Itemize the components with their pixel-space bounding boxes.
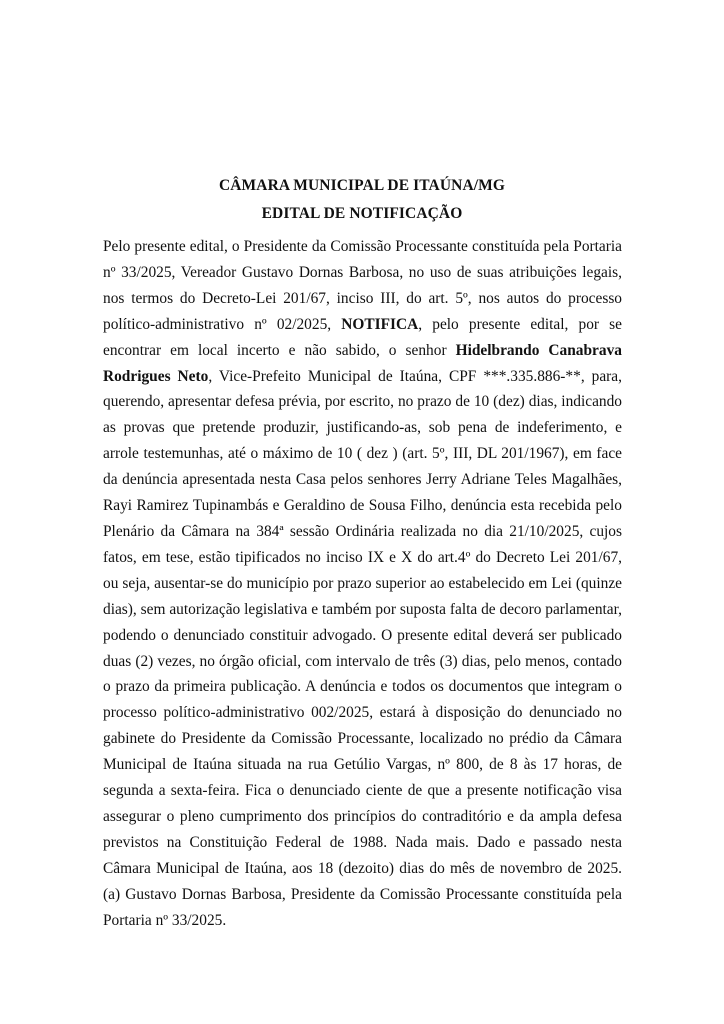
notice-text-part1: Pelo presente edital, o Presidente da Comissão Processante constituída pela Portaria nº 33/2025, Vereador Gustavo Dornas Barbosa, no uso de suas atribuições legais, nos termos do Decreto-Lei 201/67, inciso III, do art. 5º, nos autos do processo político-administrativo nº 02/2025, — [103, 238, 622, 333]
org-title: CÂMARA MUNICIPAL DE ITAÚNA/MG — [218, 177, 506, 194]
notice-text-part2: , pelo presente edital, por se encontrar em local incerto e não sabido, o senhor — [103, 315, 622, 359]
notice-text-part3: , Vice-Prefeito Municipal de Itaúna, CPF ***.335.886-**, para, querendo, apresentar defesa prévia, por escrito, no prazo de 10 (dez) dias, indicando as provas que pretende produzir, justificando-as, sob pena de indeferimento, e arrole testemunhas, até o máximo de 10 ( dez ) (art. 5º, III, DL 201/1967), em face da denúncia apresentada nesta Casa pelos senhores Jerry Adriane Teles Magalhães, Rayi Ramirez Tupinambás e Geraldino de Sousa Filho, denúncia esta recebida pelo Plenário da Câmara na 384ª sessão Ordinária realizada no dia 21/10/2025, cujos fatos, em tese, estão tipificados no inciso IX e X do art.4º do Decreto Lei 201/67, ou seja, ausentar-se do município por prazo superior ao estabelecido em Lei (quinze dias), sem autorização legislativa e também por suposta falta de decoro parlamentar, podendo o denunciado constituir advogado. O presente edital deverá ser publicado duas (2) vezes, no órgão oficial, com intervalo de três (3) dias, pelo menos, contado o prazo da primeira publicação. A denúncia e todos os documentos que integram o processo político-administrativo 002/2025, estará à disposição do denunciado no gabinete do Presidente da Comissão Processante, localizado no prédio da Câmara Municipal de Itaúna situada na rua Getúlio Vargas, nº 800, de 8 às 17 horas, de segunda a sexta-feira. Fica o denunciado ciente de que a presente notificação visa assegurar o pleno cumprimento dos princípios do contraditório e da ampla defesa previstos na Constituição Federal de 1988. Nada mais. Dado e passado nesta Câmara Municipal de Itaúna, aos 18 (dezoito) dias do mês de novembro de 2025. (a) Gustavo Dornas Barbosa, Presidente da Comissão Processante constituída pela Portaria nº 33/2025. — [103, 367, 622, 929]
notified-person-name: Hidelbrando Canabrava Rodrigues Neto — [103, 341, 622, 385]
document-title: EDITAL DE NOTIFICAÇÃO — [261, 205, 463, 222]
notifica-keyword: NOTIFICA — [341, 315, 419, 333]
notice-body — [103, 234, 622, 933]
